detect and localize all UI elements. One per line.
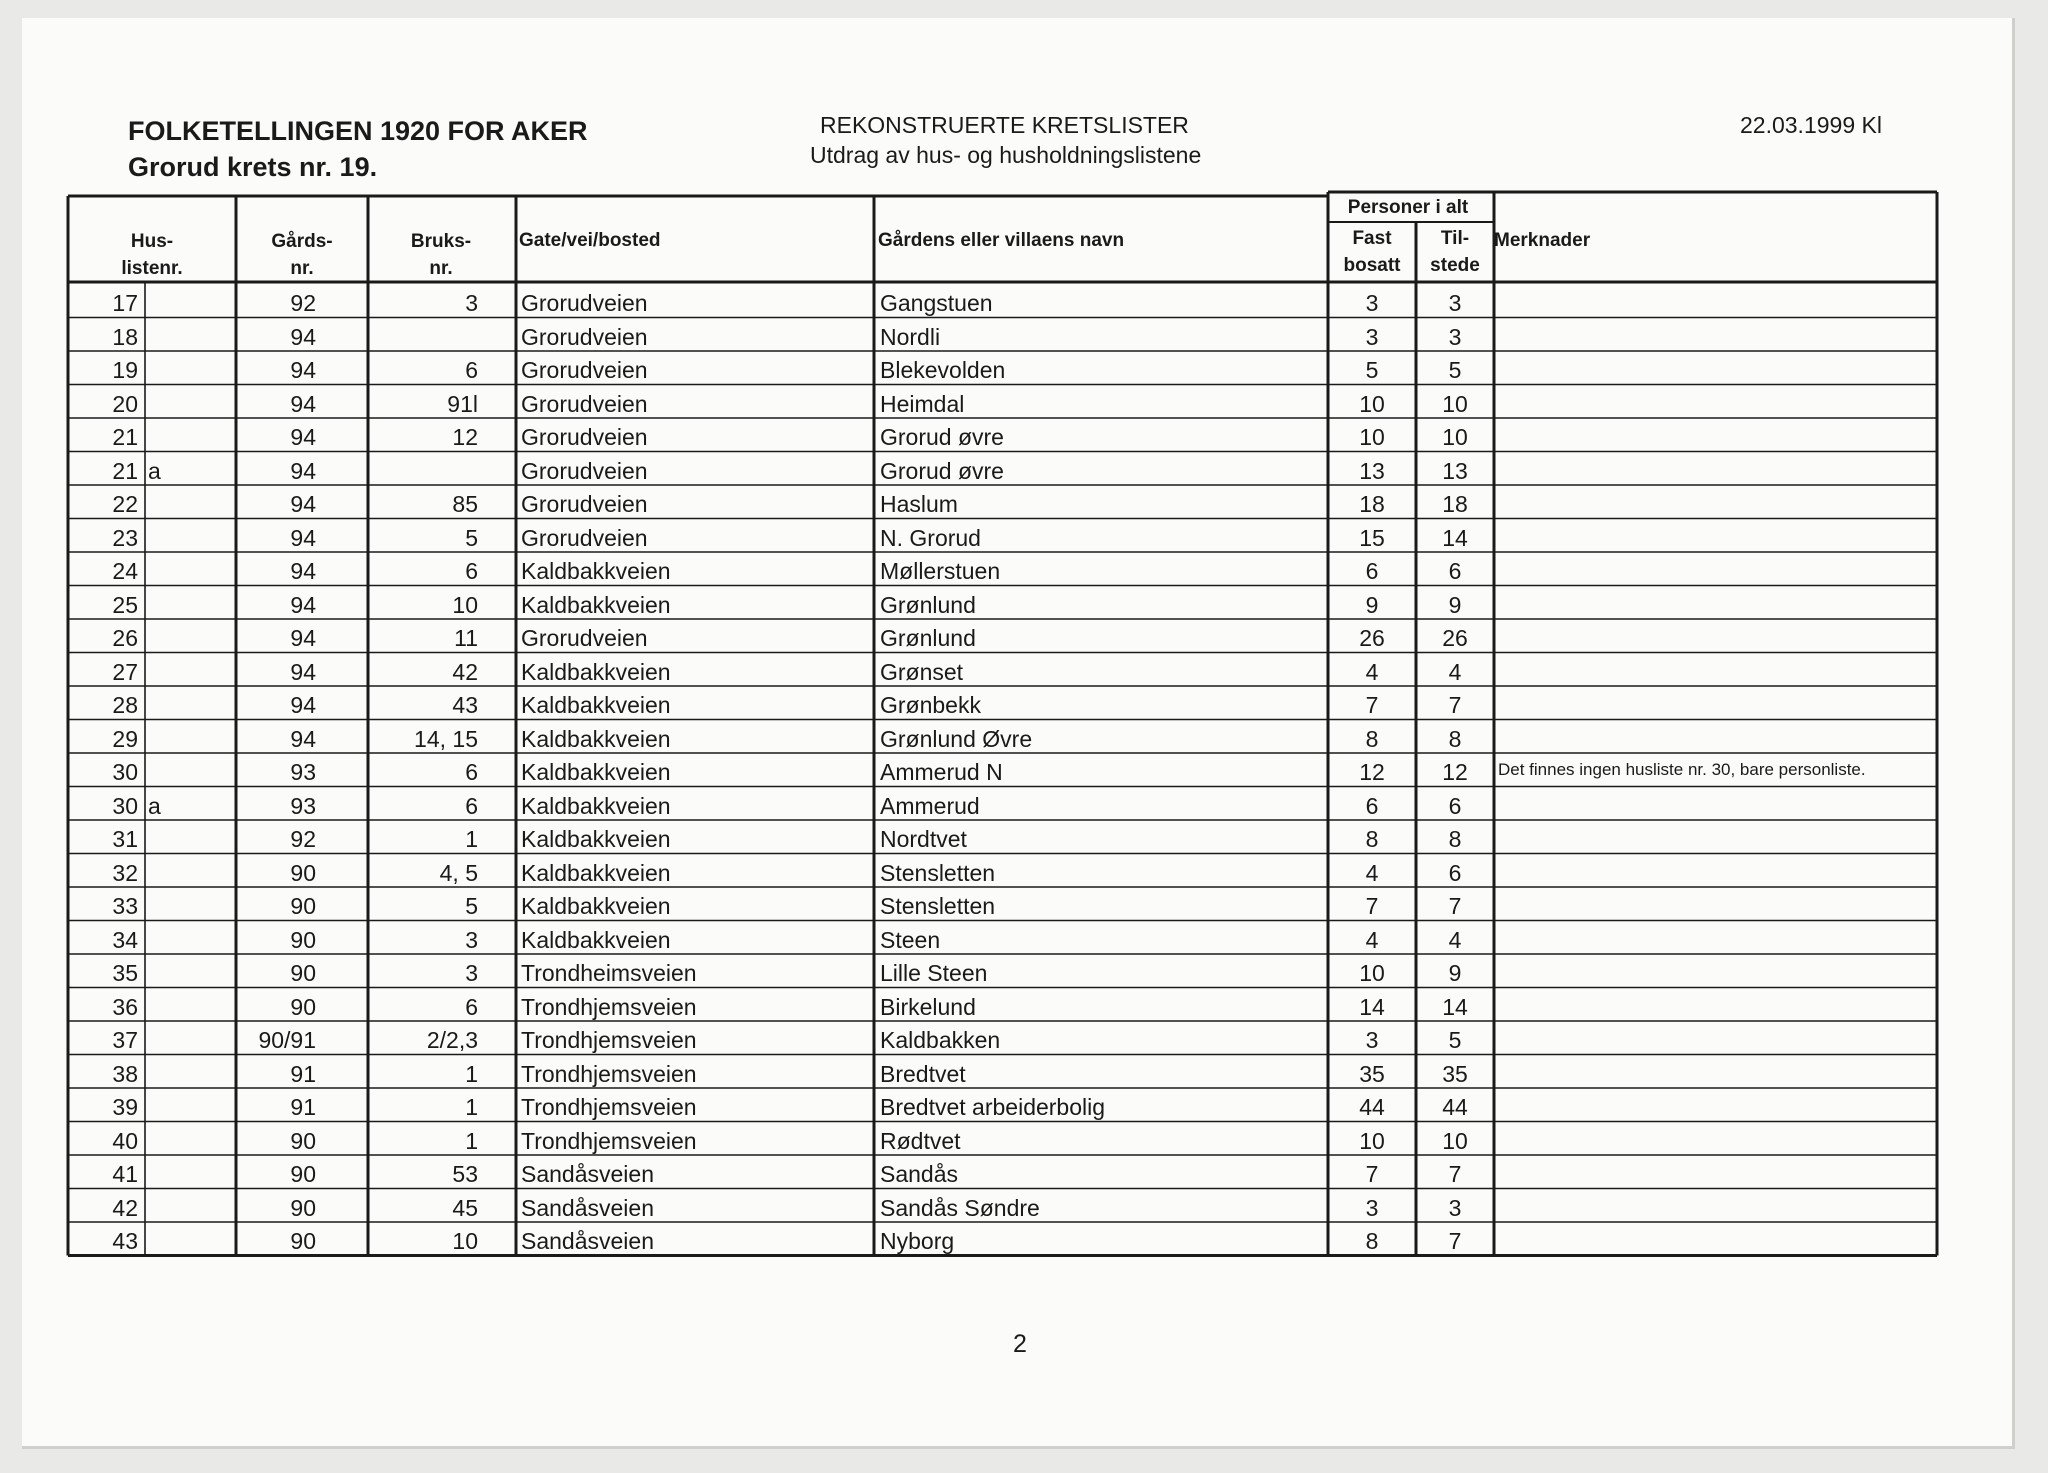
cell-gate: Kaldbakkveien: [521, 759, 671, 785]
cell-bruks: 85: [452, 491, 478, 517]
cell-navn: Møllerstuen: [880, 558, 1001, 584]
cell-merk: [1498, 820, 1938, 854]
cell-gate: Trondhjemsveien: [521, 1127, 697, 1154]
cell-bruks: 3: [465, 960, 478, 986]
cell-navn: Rødtvet: [880, 1127, 961, 1154]
cell-gate: Kaldbakkveien: [521, 725, 671, 752]
cell-bruks: 91l: [447, 390, 478, 417]
cell-til: 10: [1442, 424, 1468, 450]
cell-hus: 33: [112, 893, 138, 919]
cell-hus: 32: [112, 859, 138, 886]
cell-navn: Blekevolden: [880, 357, 1006, 383]
cell-fast: 6: [1365, 792, 1379, 819]
cell-gards: 90: [290, 893, 316, 919]
cell-suffix: [148, 621, 178, 655]
cell-til: 6: [1448, 558, 1462, 584]
cell-bruks: 6: [465, 759, 478, 785]
cell-gards: 90: [290, 960, 316, 986]
cell-til: 7: [1448, 692, 1462, 718]
cell-gate: Trondhjemsveien: [521, 993, 697, 1020]
cell-gards: 91: [290, 1094, 316, 1120]
cell-suffix: [148, 1023, 178, 1057]
document-subtitle: Grorud krets nr. 19.: [128, 152, 378, 182]
cell-suffix: [148, 889, 178, 923]
cell-navn: Sandås Søndre: [880, 1194, 1040, 1221]
cell-hus: 21: [112, 424, 138, 450]
cell-merk: [1498, 988, 1938, 1022]
cell-til: 9: [1448, 960, 1462, 986]
cell-til: 10: [1442, 390, 1468, 417]
cell-hus: 31: [112, 826, 138, 852]
cell-fast: 7: [1365, 692, 1379, 718]
cell-suffix: [148, 655, 178, 689]
cell-fast: 18: [1359, 491, 1385, 517]
header-gate: Gate/vei/bosted: [519, 230, 661, 251]
cell-til: 13: [1442, 457, 1468, 484]
cell-gards: 94: [290, 658, 316, 685]
cell-suffix: a: [148, 792, 161, 819]
cell-gards: 94: [290, 357, 316, 383]
cell-gate: Grorudveien: [521, 457, 648, 484]
cell-bruks: 3: [465, 290, 478, 316]
cell-merk: [1498, 418, 1938, 452]
cell-hus: 22: [112, 491, 138, 517]
cell-suffix: [148, 755, 178, 789]
cell-hus: 43: [112, 1228, 138, 1254]
cell-gards: 93: [290, 759, 316, 785]
center-subtitle: Utdrag av hus- og husholdningslistene: [810, 142, 1202, 168]
cell-suffix: [148, 990, 178, 1024]
cell-hus: 40: [112, 1127, 138, 1154]
cell-gards: 94: [290, 625, 316, 651]
cell-bruks: 4, 5: [439, 859, 478, 886]
cell-merk: [1498, 1189, 1938, 1223]
cell-merk: [1498, 586, 1938, 620]
cell-hus: 36: [112, 993, 138, 1020]
page-number: 2: [1013, 1330, 1027, 1358]
cell-hus: 34: [112, 926, 138, 953]
cell-gate: Kaldbakkveien: [521, 826, 671, 852]
cell-hus: 38: [112, 1060, 138, 1087]
cell-gate: Grorudveien: [521, 491, 648, 517]
cell-gards: 92: [290, 290, 316, 316]
cell-merk: [1498, 552, 1938, 586]
cell-merk: [1498, 887, 1938, 921]
cell-merk: [1498, 318, 1938, 352]
cell-gate: Grorudveien: [521, 323, 648, 350]
cell-gate: Kaldbakkveien: [521, 558, 671, 584]
cell-hus: 30: [112, 792, 138, 819]
cell-gate: Grorudveien: [521, 357, 648, 383]
cell-hus: 29: [112, 725, 138, 752]
cell-gards: 90: [290, 1228, 316, 1254]
cell-hus: 39: [112, 1094, 138, 1120]
cell-gards: 94: [290, 457, 316, 484]
cell-fast: 10: [1359, 960, 1385, 986]
cell-bruks: 2/2,3: [426, 1027, 478, 1053]
cell-gards: 90: [290, 1194, 316, 1221]
cell-gate: Sandåsveien: [521, 1194, 654, 1221]
cell-bruks: 53: [452, 1161, 478, 1187]
cell-bruks: 43: [452, 692, 478, 718]
cell-til: 12: [1442, 759, 1468, 785]
cell-gards: 90: [290, 926, 316, 953]
center-title: REKONSTRUERTE KRETSLISTER: [820, 112, 1189, 138]
cell-gate: Grorudveien: [521, 625, 648, 651]
cell-fast: 26: [1359, 625, 1385, 651]
cell-navn: Bredtvet: [880, 1060, 966, 1087]
cell-bruks: 3: [465, 926, 478, 953]
cell-gards: 91: [290, 1060, 316, 1087]
cell-navn: Grønbekk: [880, 692, 981, 718]
cell-gards: 93: [290, 792, 316, 819]
cell-suffix: [148, 1191, 178, 1225]
cell-gate: Grorudveien: [521, 290, 648, 316]
cell-gards: 94: [290, 524, 316, 551]
cell-hus: 42: [112, 1194, 138, 1221]
document-date: 22.03.1999 Kl: [1740, 112, 1882, 138]
cell-gards: 90: [290, 859, 316, 886]
cell-suffix: [148, 856, 178, 890]
cell-hus: 19: [112, 357, 138, 383]
cell-suffix: [148, 956, 178, 990]
cell-fast: 7: [1365, 1161, 1379, 1187]
cell-merk: [1498, 921, 1938, 955]
cell-til: 5: [1448, 1027, 1462, 1053]
cell-fast: 8: [1365, 826, 1379, 852]
cell-til: 26: [1442, 625, 1468, 651]
cell-merk: Det finnes ingen husliste nr. 30, bare personliste.: [1498, 760, 1866, 779]
cell-navn: Grorud øvre: [880, 457, 1004, 484]
cell-suffix: [148, 1090, 178, 1124]
cell-gate: Kaldbakkveien: [521, 658, 671, 685]
cell-fast: 6: [1365, 558, 1379, 584]
cell-til: 18: [1442, 491, 1468, 517]
cell-merk: [1498, 653, 1938, 687]
cell-til: 3: [1448, 323, 1462, 350]
cell-bruks: 6: [465, 993, 478, 1020]
cell-navn: Grønlund Øvre: [880, 725, 1033, 752]
cell-suffix: [148, 387, 178, 421]
cell-til: 4: [1448, 926, 1462, 953]
cell-gate: Trondhjemsveien: [521, 1094, 697, 1120]
header-fast: Fast bosatt: [1343, 228, 1401, 276]
cell-navn: Stensletten: [880, 859, 996, 886]
cell-bruks: 10: [452, 591, 478, 618]
cell-gards: 94: [290, 323, 316, 350]
cell-gards: 94: [290, 692, 316, 718]
cell-navn: Nordli: [880, 323, 941, 350]
cell-bruks: 12: [452, 424, 478, 450]
cell-suffix: [148, 1157, 178, 1191]
cell-merk: [1498, 854, 1938, 888]
cell-bruks: 1: [465, 1060, 478, 1087]
document-title: FOLKETELLINGEN 1920 FOR AKER: [128, 116, 588, 146]
cell-hus: 35: [112, 960, 138, 986]
cell-hus: 27: [112, 658, 138, 685]
cell-til: 7: [1448, 1161, 1462, 1187]
cell-navn: N. Grorud: [880, 524, 981, 551]
cell-hus: 26: [112, 625, 138, 651]
cell-hus: 28: [112, 692, 138, 718]
cell-til: 7: [1448, 893, 1462, 919]
cell-til: 5: [1448, 357, 1462, 383]
cell-gards: 92: [290, 826, 316, 852]
cell-bruks: 11: [454, 625, 478, 651]
cell-gate: Sandåsveien: [521, 1161, 654, 1187]
cell-bruks: 1: [465, 1127, 478, 1154]
cell-merk: [1498, 1122, 1938, 1156]
cell-hus: 41: [112, 1161, 138, 1187]
cell-til: 8: [1448, 826, 1462, 852]
cell-til: 6: [1448, 792, 1462, 819]
cell-bruks: 45: [452, 1194, 478, 1221]
cell-hus: 21: [112, 457, 138, 484]
cell-gards: 94: [290, 491, 316, 517]
cell-hus: 17: [112, 290, 138, 316]
cell-fast: 7: [1365, 893, 1379, 919]
cell-gate: Trondhjemsveien: [521, 1027, 697, 1053]
cell-navn: Grønlund: [880, 591, 976, 618]
cell-gards: 90/91: [258, 1027, 316, 1053]
cell-til: 4: [1448, 658, 1462, 685]
cell-bruks: 10: [452, 1228, 478, 1254]
cell-navn: Grorud øvre: [880, 424, 1004, 450]
cell-fast: 10: [1359, 1127, 1385, 1154]
cell-navn: Nyborg: [880, 1228, 955, 1254]
header-hus: Hus- listenr.: [121, 231, 183, 279]
cell-merk: [1498, 452, 1938, 486]
cell-til: 3: [1448, 1194, 1462, 1221]
cell-gate: Grorudveien: [521, 390, 648, 417]
cell-suffix: [148, 822, 178, 856]
cell-gate: Kaldbakkveien: [521, 591, 671, 618]
cell-fast: 5: [1365, 357, 1379, 383]
cell-hus: 25: [112, 591, 138, 618]
cell-til: 3: [1448, 290, 1462, 316]
cell-navn: Gangstuen: [880, 290, 993, 316]
cell-fast: 12: [1359, 759, 1385, 785]
cell-gards: 94: [290, 725, 316, 752]
cell-gards: 90: [290, 993, 316, 1020]
cell-gate: Kaldbakkveien: [521, 926, 671, 953]
cell-bruks: 5: [465, 893, 478, 919]
cell-fast: 9: [1365, 591, 1379, 618]
cell-fast: 3: [1365, 1027, 1379, 1053]
cell-fast: 4: [1365, 926, 1379, 953]
cell-gate: Kaldbakkveien: [521, 792, 671, 819]
cell-suffix: [148, 1224, 178, 1258]
cell-suffix: [148, 588, 178, 622]
cell-navn: Ammerud N: [880, 759, 1003, 785]
cell-navn: Ammerud: [880, 792, 980, 819]
cell-fast: 15: [1359, 524, 1385, 551]
cell-navn: Grønlund: [880, 625, 976, 651]
cell-gate: Sandåsveien: [521, 1228, 654, 1254]
cell-gate: Kaldbakkveien: [521, 692, 671, 718]
cell-fast: 14: [1359, 993, 1385, 1020]
cell-gate: Kaldbakkveien: [521, 893, 671, 919]
cell-bruks: 5: [465, 524, 478, 551]
cell-til: 7: [1448, 1228, 1462, 1254]
cell-bruks: 1: [465, 1094, 478, 1120]
cell-navn: Steen: [880, 926, 941, 953]
cell-fast: 10: [1359, 424, 1385, 450]
cell-fast: 13: [1359, 457, 1385, 484]
cell-gate: Grorudveien: [521, 524, 648, 551]
cell-gards: 94: [290, 424, 316, 450]
cell-bruks: 14, 15: [414, 725, 478, 752]
cell-gate: Trondhjemsveien: [521, 1060, 697, 1087]
cell-navn: Grønset: [880, 658, 964, 685]
cell-merk: [1498, 284, 1938, 318]
cell-til: 9: [1448, 591, 1462, 618]
cell-bruks: 6: [465, 792, 478, 819]
cell-suffix: [148, 420, 178, 454]
cell-merk: [1498, 1021, 1938, 1055]
cell-fast: 35: [1359, 1060, 1385, 1087]
cell-gards: 94: [290, 390, 316, 417]
cell-fast: 8: [1365, 725, 1379, 752]
header-merknader: Merknader: [1494, 230, 1591, 251]
cell-navn: Nordtvet: [880, 826, 967, 852]
cell-navn: Heimdal: [880, 390, 965, 417]
cell-gate: Grorudveien: [521, 424, 648, 450]
cell-suffix: [148, 286, 178, 320]
cell-navn: Birkelund: [880, 993, 976, 1020]
cell-merk: [1498, 619, 1938, 653]
cell-bruks: [370, 454, 478, 488]
cell-suffix: [148, 722, 178, 756]
cell-merk: [1498, 385, 1938, 419]
cell-navn: Bredtvet arbeiderbolig: [880, 1094, 1106, 1120]
cell-hus: 18: [112, 323, 138, 350]
header-navn: Gårdens eller villaens navn: [878, 230, 1125, 251]
cell-til: 14: [1442, 993, 1468, 1020]
cell-gate: Trondheimsveien: [521, 960, 697, 986]
cell-fast: 3: [1365, 1194, 1379, 1221]
cell-til: 44: [1442, 1094, 1468, 1120]
cell-fast: 4: [1365, 658, 1379, 685]
cell-suffix: [148, 554, 178, 588]
cell-fast: 10: [1359, 390, 1385, 417]
cell-merk: [1498, 787, 1938, 821]
header-personer: Personer i alt: [1347, 197, 1469, 218]
cell-til: 10: [1442, 1127, 1468, 1154]
header-gards: Gårds- nr.: [271, 231, 333, 279]
cell-navn: Haslum: [880, 491, 958, 517]
cell-suffix: a: [148, 457, 161, 484]
cell-fast: 3: [1365, 290, 1379, 316]
cell-hus: 37: [112, 1027, 138, 1053]
cell-merk: [1498, 485, 1938, 519]
cell-merk: [1498, 519, 1938, 553]
cell-suffix: [148, 320, 178, 354]
cell-fast: 4: [1365, 859, 1379, 886]
cell-suffix: [148, 688, 178, 722]
header-til: Til- stede: [1430, 228, 1480, 276]
cell-merk: [1498, 351, 1938, 385]
cell-merk: [1498, 1155, 1938, 1189]
cell-navn: Stensletten: [880, 893, 996, 919]
cell-merk: [1498, 954, 1938, 988]
cell-hus: 23: [112, 524, 138, 551]
cell-merk: [1498, 686, 1938, 720]
cell-suffix: [148, 521, 178, 555]
cell-gards: 90: [290, 1161, 316, 1187]
cell-fast: 8: [1365, 1228, 1379, 1254]
cell-hus: 30: [112, 759, 138, 785]
cell-gate: Kaldbakkveien: [521, 859, 671, 886]
cell-merk: [1498, 720, 1938, 754]
cell-suffix: [148, 1057, 178, 1091]
cell-bruks: 6: [465, 558, 478, 584]
cell-suffix: [148, 1124, 178, 1158]
header-bruks: Bruks- nr.: [410, 231, 472, 279]
cell-fast: 44: [1359, 1094, 1385, 1120]
cell-gards: 94: [290, 591, 316, 618]
cell-bruks: 42: [452, 658, 478, 685]
cell-til: 6: [1448, 859, 1462, 886]
cell-hus: 24: [112, 558, 138, 584]
cell-merk: [1498, 1222, 1938, 1256]
cell-suffix: [148, 353, 178, 387]
cell-fast: 3: [1365, 323, 1379, 350]
cell-bruks: [370, 320, 478, 354]
cell-merk: [1498, 1088, 1938, 1122]
cell-navn: Lille Steen: [880, 960, 988, 986]
cell-bruks: 6: [465, 357, 478, 383]
cell-navn: Sandås: [880, 1161, 959, 1187]
cell-suffix: [148, 923, 178, 957]
cell-bruks: 1: [465, 826, 478, 852]
cell-suffix: [148, 487, 178, 521]
cell-gards: 94: [290, 558, 316, 584]
cell-merk: [1498, 1055, 1938, 1089]
cell-hus: 20: [112, 390, 138, 417]
cell-til: 35: [1442, 1060, 1468, 1087]
cell-til: 8: [1448, 725, 1462, 752]
cell-navn: Kaldbakken: [880, 1027, 1001, 1053]
cell-gards: 90: [290, 1127, 316, 1154]
cell-til: 14: [1442, 524, 1468, 551]
